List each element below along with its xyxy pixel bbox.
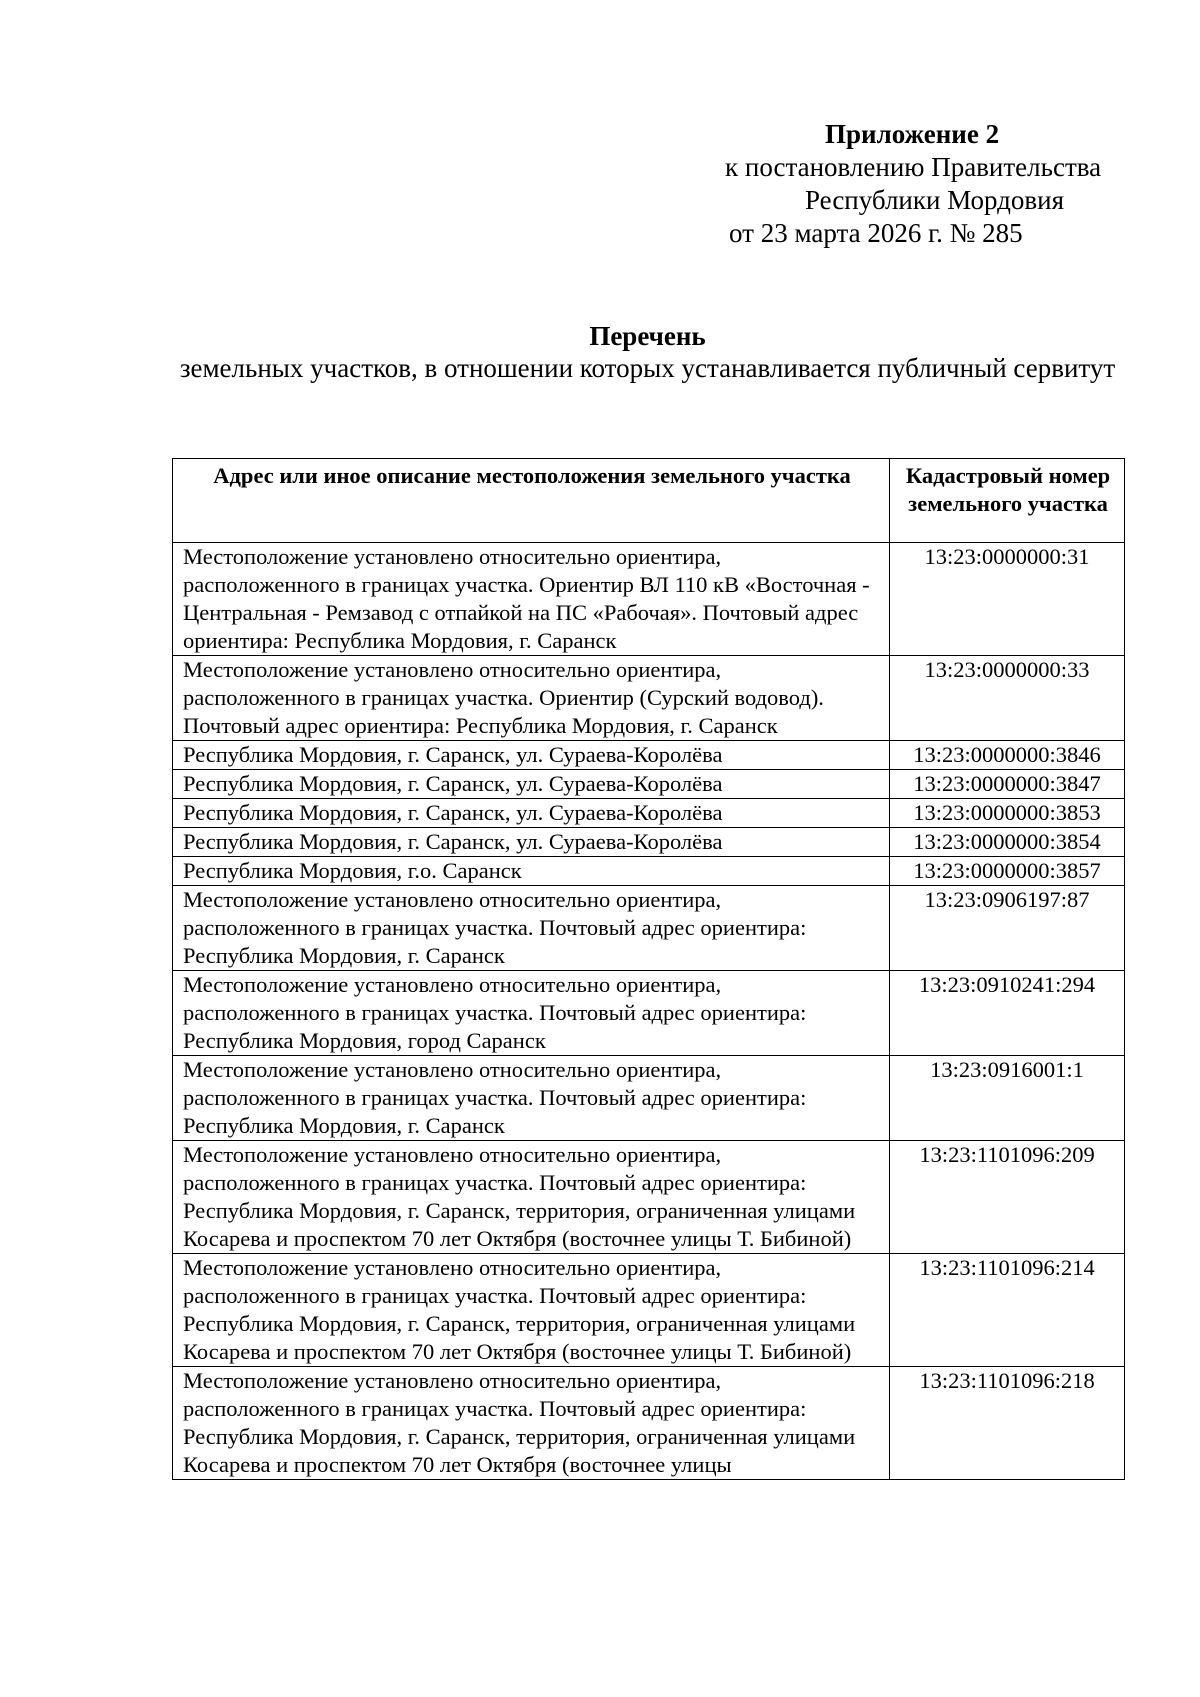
cell-cadastral: 13:23:0000000:3847 — [890, 770, 1125, 799]
table-row — [173, 1367, 1125, 1480]
table-row — [173, 1254, 1125, 1367]
heading-subtitle: земельных участков, в отношении которых устанавливается публичный сервитут — [179, 353, 1116, 383]
table-row — [173, 1141, 1125, 1254]
table-row — [173, 886, 1125, 971]
cell-cadastral: 13:23:0000000:3857 — [890, 857, 1125, 886]
cell-cadastral: 13:23:0000000:3854 — [890, 828, 1125, 857]
appendix-title: Приложение 2 — [825, 119, 1000, 149]
cell-address: Республика Мордовия, г. Саранск, ул. Сураева-Королёва — [173, 770, 890, 799]
table-row — [173, 857, 1125, 886]
table-row — [173, 656, 1125, 741]
table-row — [173, 741, 1125, 770]
heading-title: Перечень — [589, 321, 706, 351]
cell-cadastral: 13:23:0000000:3846 — [890, 741, 1125, 770]
appendix-block — [725, 118, 1125, 250]
cell-address: Местоположение установлено относительно ориентира, расположенного в границах участка. Почтовый адрес ориентира: Республика Мордовия, г. Саранск — [173, 1056, 890, 1141]
cell-address: Местоположение установлено относительно ориентира, расположенного в границах участка. Почтовый адрес ориентира: Республика Мордовия, г. Саранск, территория, ограниченная улицами Косарева и проспектом 70 лет Октября (восточнее улицы Т. Бибиной) — [173, 1141, 890, 1254]
appendix-date-line: от 23 марта 2026 г. № 285 — [729, 218, 1023, 248]
cell-address: Местоположение установлено относительно ориентира, расположенного в границах участка. Ориентир ВЛ 110 кВ «Восточная - Центральная - Ремзавод с отпайкой на ПС «Рабочая». Почтовый адрес ориентира: Республика Мордовия, г. Саранск — [173, 543, 890, 656]
cell-address: Местоположение установлено относительно ориентира, расположенного в границах участка. Почтовый адрес ориентира: Республика Мордовия, город Саранск — [173, 971, 890, 1056]
cell-address: Местоположение установлено относительно ориентира, расположенного в границах участка. Почтовый адрес ориентира: Республика Мордовия, г. Саранск — [173, 886, 890, 971]
document-heading — [170, 320, 1125, 384]
cell-cadastral: 13:23:0906197:87 — [890, 886, 1125, 971]
cell-cadastral: 13:23:1101096:214 — [890, 1254, 1125, 1367]
cell-cadastral: 13:23:0000000:33 — [890, 656, 1125, 741]
cell-cadastral: 13:23:0000000:31 — [890, 543, 1125, 656]
table-row — [173, 828, 1125, 857]
cell-cadastral: 13:23:0910241:294 — [890, 971, 1125, 1056]
cell-address: Республика Мордовия, г. Саранск, ул. Сураева-Королёва — [173, 828, 890, 857]
land-plots-table — [172, 458, 1125, 1480]
table-row — [173, 799, 1125, 828]
table-row — [173, 1056, 1125, 1141]
cell-cadastral: 13:23:0000000:3853 — [890, 799, 1125, 828]
appendix-resolution-line: к постановлению Правительства — [725, 152, 1102, 182]
header-address: Адрес или иное описание местоположения земельного участка — [173, 459, 890, 543]
cell-address: Республика Мордовия, г.о. Саранск — [173, 857, 890, 886]
table-header-row — [173, 459, 1125, 543]
table-row — [173, 770, 1125, 799]
cell-address: Республика Мордовия, г. Саранск, ул. Сураева-Королёва — [173, 799, 890, 828]
cell-address: Местоположение установлено относительно ориентира, расположенного в границах участка. Ориентир (Сурский водовод). Почтовый адрес ориентира: Республика Мордовия, г. Саранск — [173, 656, 890, 741]
cell-cadastral: 13:23:0916001:1 — [890, 1056, 1125, 1141]
cell-address: Местоположение установлено относительно ориентира, расположенного в границах участка. Почтовый адрес ориентира: Республика Мордовия, г. Саранск, территория, ограниченная улицами Косарева и проспектом 70 лет Октября (восточнее улицы Т. Бибиной) — [173, 1254, 890, 1367]
table-row — [173, 543, 1125, 656]
cell-address: Республика Мордовия, г. Саранск, ул. Сураева-Королёва — [173, 741, 890, 770]
cell-cadastral: 13:23:1101096:209 — [890, 1141, 1125, 1254]
appendix-republic-line: Республики Мордовия — [805, 185, 1065, 215]
cell-cadastral: 13:23:1101096:218 — [890, 1367, 1125, 1480]
cell-address: Местоположение установлено относительно ориентира, расположенного в границах участка. Почтовый адрес ориентира: Республика Мордовия, г. Саранск, территория, ограниченная улицами Косарева и проспектом 70 лет Октября (восточнее улицы — [173, 1367, 890, 1480]
header-cadastral: Кадастровый номер земельного участка — [890, 459, 1125, 543]
table-row — [173, 971, 1125, 1056]
